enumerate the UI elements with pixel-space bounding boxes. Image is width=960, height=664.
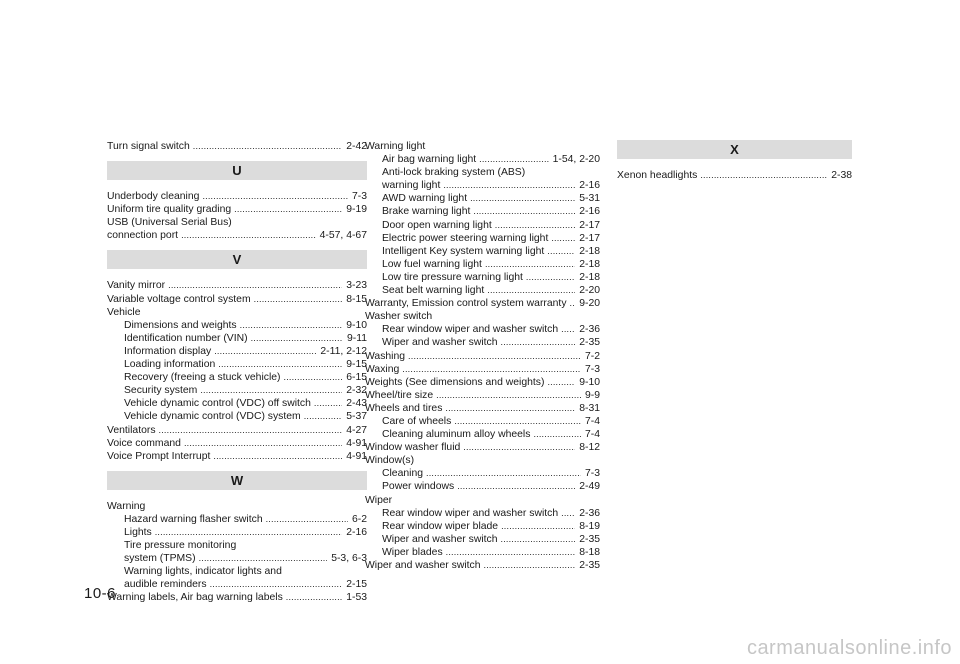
index-entry-heading: USB (Universal Serial Bus) <box>107 217 232 229</box>
index-subentry[interactable]: Vehicle dynamic control (VDC) off switch ..... 2-43 <box>107 397 367 410</box>
index-entry[interactable]: Turn signal switch ..... 2-42 <box>107 140 367 153</box>
index-entry[interactable]: Vanity mirror ..... 3-23 <box>107 279 367 292</box>
section-letter-x: X <box>617 140 852 159</box>
index-subentry[interactable]: Cleaning aluminum alloy wheels ..... 7-4 <box>365 428 600 441</box>
index-entry[interactable]: Ventilators ..... 4-27 <box>107 424 367 437</box>
index-subentry[interactable]: Cleaning ..... 7-3 <box>365 467 600 480</box>
index-subentry[interactable]: Dimensions and weights ..... 9-10 <box>107 319 367 332</box>
index-entry[interactable]: Wheel/tire size ..... 9-9 <box>365 389 600 402</box>
index-column-3 <box>617 140 852 182</box>
index-subentry[interactable]: Electric power steering warning light ..... 2-17 <box>365 232 600 245</box>
index-column-1 <box>107 140 367 605</box>
index-subentry[interactable]: Information display ..... 2-11, 2-12 <box>107 345 367 358</box>
index-subentry[interactable]: Recovery (freeing a stuck vehicle) ..... 6-15 <box>107 371 367 384</box>
index-subentry[interactable]: Door open warning light ..... 2-17 <box>365 219 600 232</box>
index-subentry[interactable]: Air bag warning light ..... 1-54, 2-20 <box>365 153 600 166</box>
index-subentry[interactable]: audible reminders ..... 2-15 <box>107 578 367 591</box>
index-subentry[interactable]: warning light ..... 2-16 <box>365 179 600 192</box>
index-subentry-heading: Warning lights, indicator lights and <box>124 566 282 578</box>
index-entry[interactable]: Wiper and washer switch ..... 2-35 <box>365 559 600 572</box>
index-subentry[interactable]: Rear window wiper blade ..... 8-19 <box>365 520 600 533</box>
index-entry[interactable]: Voice Prompt Interrupt ..... 4-91 <box>107 450 367 463</box>
index-entry[interactable]: Underbody cleaning ..... 7-3 <box>107 190 367 203</box>
index-subentry-heading: Tire pressure monitoring <box>124 540 237 552</box>
index-subentry[interactable]: AWD warning light ..... 5-31 <box>365 192 600 205</box>
index-entry[interactable]: Weights (See dimensions and weights) ..... 9-10 <box>365 376 600 389</box>
index-entry[interactable]: Window washer fluid ..... 8-12 <box>365 441 600 454</box>
section-letter-u: U <box>107 161 367 180</box>
index-subentry[interactable]: Lights ..... 2-16 <box>107 526 367 539</box>
index-subentry[interactable]: Brake warning light ..... 2-16 <box>365 205 600 218</box>
index-subentry[interactable]: Care of wheels ..... 7-4 <box>365 415 600 428</box>
index-entry[interactable]: Warranty, Emission control system warranty ..... 9-20 <box>365 297 600 310</box>
index-entry[interactable]: Warning labels, Air bag warning labels ..... 1-53 <box>107 591 367 604</box>
index-subentry[interactable]: Power windows ..... 2-49 <box>365 480 600 493</box>
index-entry[interactable]: Variable voltage control system ..... 8-15 <box>107 293 367 306</box>
index-subentry[interactable]: Identification number (VIN) ..... 9-11 <box>107 332 367 345</box>
index-subentry[interactable]: Rear window wiper and washer switch ..... 2-36 <box>365 507 600 520</box>
index-entry[interactable]: Xenon headlights ..... 2-38 <box>617 169 852 182</box>
index-entry[interactable]: Uniform tire quality grading ..... 9-19 <box>107 203 367 216</box>
index-entry[interactable]: Waxing ..... 7-3 <box>365 363 600 376</box>
index-subentry[interactable]: Wiper and washer switch ..... 2-35 <box>365 533 600 546</box>
section-letter-w: W <box>107 471 367 490</box>
index-entry[interactable]: Voice command ..... 4-91 <box>107 437 367 450</box>
index-subentry[interactable]: Vehicle dynamic control (VDC) system ..... 5-37 <box>107 410 367 423</box>
index-subentry[interactable]: Intelligent Key system warning light ..... 2-18 <box>365 245 600 258</box>
index-subentry[interactable]: Low fuel warning light ..... 2-18 <box>365 258 600 271</box>
index-subentry[interactable]: Seat belt warning light ..... 2-20 <box>365 284 600 297</box>
index-subentry[interactable]: Rear window wiper and washer switch ..... 2-36 <box>365 323 600 336</box>
index-column-2 <box>365 140 600 572</box>
index-subentry-heading: Anti-lock braking system (ABS) <box>382 167 526 179</box>
index-subentry[interactable]: Hazard warning flasher switch ..... 6-2 <box>107 513 367 526</box>
index-subentry[interactable]: Wiper blades ..... 8-18 <box>365 546 600 559</box>
section-letter-v: V <box>107 250 367 269</box>
index-entry-heading: Warning light <box>365 141 426 152</box>
watermark: carmanualsonline.info <box>746 637 952 659</box>
index-entry-heading: Vehicle <box>107 306 141 318</box>
index-subentry[interactable]: Loading information ..... 9-15 <box>107 358 367 371</box>
index-entry[interactable]: Washing ..... 7-2 <box>365 350 600 363</box>
index-entry-heading: Warning <box>107 500 146 512</box>
index-subentry[interactable]: Low tire pressure warning light ..... 2-18 <box>365 271 600 284</box>
index-entry-heading: Window(s) <box>365 455 415 467</box>
index-entry[interactable]: connection port ..... 4-57, 4-67 <box>107 229 367 242</box>
index-subentry[interactable]: system (TPMS) ..... 5-3, 6-3 <box>107 552 367 565</box>
index-entry[interactable]: Wheels and tires ..... 8-31 <box>365 402 600 415</box>
index-entry-heading: Washer switch <box>365 311 433 323</box>
page-number: 10-6 <box>84 585 117 602</box>
index-subentry[interactable]: Wiper and washer switch ..... 2-35 <box>365 336 600 349</box>
index-entry-heading: Wiper <box>365 494 393 506</box>
index-subentry[interactable]: Security system ..... 2-32 <box>107 384 367 397</box>
